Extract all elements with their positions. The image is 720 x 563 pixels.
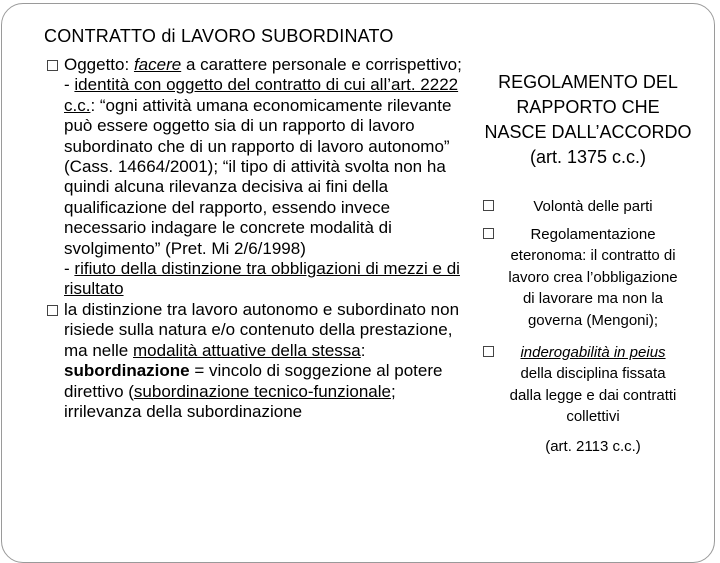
bullet-box-icon xyxy=(483,200,494,211)
right-column xyxy=(483,196,683,458)
right-art-ref: (art. 2113 c.c.) xyxy=(545,437,641,455)
bullet-box-icon xyxy=(47,60,58,71)
sub-identita xyxy=(44,75,464,259)
bullet-distinzione xyxy=(44,300,464,422)
bullet-distinzione-text3: ; irrilevanza della subordinazione xyxy=(64,381,396,421)
bullet-box-icon xyxy=(483,228,494,239)
sub-rifiuto-underlined: rifiuto della distinzione tra obbligazioni di mezzi e di risultato xyxy=(64,259,460,299)
sub-identita-text: : “ogni attività umana economicamente rilevante può essere oggetto sia di un rapporto di lavoro subordinato che di un rapporto di lavoro autonomo” (Cass. 14664/2001); “il tipo di attività svolta non ha quindi alcuna rilevanza decisiva ai fini della qualificazione del rapporto, essendo invece necessario indagare le concrete modalità di svolgimento” (Pret. Mi 2/6/1998) xyxy=(64,95,452,258)
bullet-box-icon xyxy=(47,305,58,316)
sub-identita-underlined: identità con oggetto del contratto di cui all’art. 2222 c.c. xyxy=(64,75,459,115)
bullet-oggetto-rest: a carattere personale e corrispettivo; xyxy=(185,55,462,74)
sub-identita-dash: - xyxy=(64,75,70,95)
bullet-distinzione-colon: : xyxy=(360,340,366,360)
bullet-distinzione-tecnico: subordinazione tecnico-funzionale xyxy=(133,381,391,401)
right-item-inderogabilita-text xyxy=(503,342,683,428)
right-item-inderogabilita xyxy=(483,342,683,428)
right-item-regolamentazione xyxy=(483,224,683,332)
bullet-oggetto xyxy=(44,55,464,75)
bullet-oggetto-label: Oggetto: xyxy=(64,55,130,74)
bullet-box-icon xyxy=(483,346,494,357)
right-item-inderogabilita-em: inderogabilità in peius xyxy=(520,343,666,361)
bullet-oggetto-facere: facere xyxy=(133,55,182,74)
right-item-regolamentazione-text: Regolamentazione eteronoma: il contratto di lavoro crea l’obbligazione di lavorare ma non la governa (Mengoni); xyxy=(508,225,678,329)
bullet-distinzione-subordinazione: subordinazione xyxy=(64,361,190,381)
slide-title: CONTRATTO di LAVORO SUBORDINATO xyxy=(44,26,394,46)
bullet-distinzione-text1: la distinzione tra lavoro autonomo e subordinato non risiede sulla natura e/o contenuto della prestazione, ma nelle xyxy=(64,299,460,360)
right-item-volonta-text: Volontà delle parti xyxy=(533,198,653,215)
right-item-volonta xyxy=(483,196,683,218)
bullet-distinzione-text2: = vincolo di soggezione al potere direttivo ( xyxy=(64,361,443,401)
sub-rifiuto-dash: - xyxy=(64,259,70,279)
right-item-inderogabilita-rest: della disciplina fissata dalla legge e dai contratti collettivi xyxy=(509,365,677,426)
right-title: REGOLAMENTO DEL RAPPORTO CHE NASCE DALL’ACCORDO (art. 1375 c.c.) xyxy=(484,72,692,167)
left-column xyxy=(44,55,464,422)
sub-rifiuto xyxy=(44,259,464,300)
bullet-distinzione-modalita: modalità attuative della stessa xyxy=(133,340,361,360)
